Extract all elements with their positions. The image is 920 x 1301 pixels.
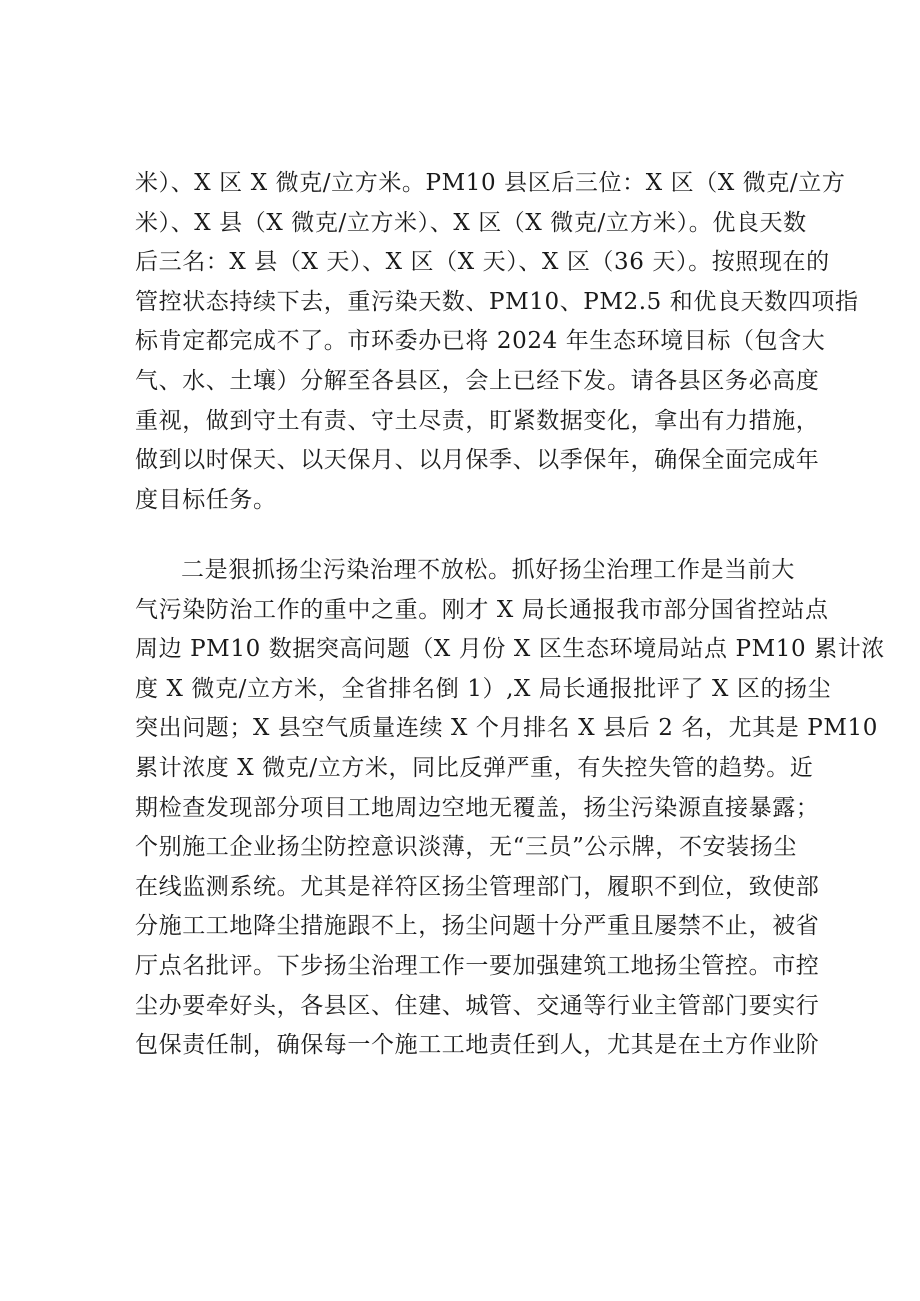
paragraph-dust-control [135, 551, 885, 1066]
text-line: 尘办要牵好头，各县区、住建、城管、交通等行业主管部门要实行 [135, 992, 820, 1019]
text-line: 度目标任务。 [135, 486, 277, 513]
text-line: 包保责任制，确保每一个施工工地责任到人，尤其是在土方作业阶 [135, 1032, 820, 1059]
text-line: 在线监测系统。尤其是祥符区扬尘管理部门，履职不到位，致使部 [135, 873, 820, 900]
text-line: 标肯定都完成不了。市环委办已将 2024 年生态环境目标（包含大 [135, 328, 826, 355]
text-line: 气污染防治工作的重中之重。刚才 X 局长通报我市部分国省控站点 [135, 596, 829, 623]
text-line: 突出问题；X 县空气质量连续 X 个月排名 X 县后 2 名，尤其是 PM10 [135, 715, 878, 742]
text-line: 做到以时保天、以天保月、以月保季、以季保年，确保全面完成年 [135, 447, 820, 474]
text-line: 分施工工地降尘措施跟不上，扬尘问题十分严重且屡禁不止，被省 [135, 913, 820, 940]
paragraph-air-quality-targets [135, 164, 859, 520]
text-line: 米）、X 区 X 微克/立方米。PM10 县区后三位：X 区（X 微克/立方 [135, 170, 846, 196]
text-line: 期检查发现部分项目工地周边空地无覆盖，扬尘污染源直接暴露； [135, 794, 820, 821]
text-line: 米）、X 县（X 微克/立方米）、X 区（X 微克/立方米）。优良天数 [135, 209, 807, 236]
text-line: 周边 PM10 数据突高问题（X 月份 X 区生态环境局站点 PM10 累计浓 [135, 636, 885, 663]
text-line: 气、水、土壤）分解至各县区，会上已经下发。请各县区务必高度 [135, 367, 820, 394]
text-line: 厅点名批评。下步扬尘治理工作一要加强建筑工地扬尘管控。市控 [135, 952, 820, 979]
text-line: 后三名：X 县（X 天）、X 区（X 天）、X 区（36 天）。按照现在的 [135, 249, 830, 276]
text-line: 管控状态持续下去，重污染天数、PM10、PM2.5 和优良天数四项指 [135, 288, 859, 315]
text-line: 累计浓度 X 微克/立方米，同比反弹严重，有失控失管的趋势。近 [135, 754, 814, 781]
text-line: 个别施工企业扬尘防控意识淡薄，无“三员”公示牌，不安装扬尘 [135, 834, 797, 861]
text-line: 度 X 微克/立方米，全省排名倒 1）,X 局长通报批评了 X 区的扬尘 [135, 675, 832, 702]
text-line: 二是狠抓扬尘污染治理不放松。抓好扬尘治理工作是当前大 [181, 557, 795, 583]
text-line: 重视，做到守土有责、守土尽责，盯紧数据变化，拿出有力措施， [135, 407, 820, 434]
